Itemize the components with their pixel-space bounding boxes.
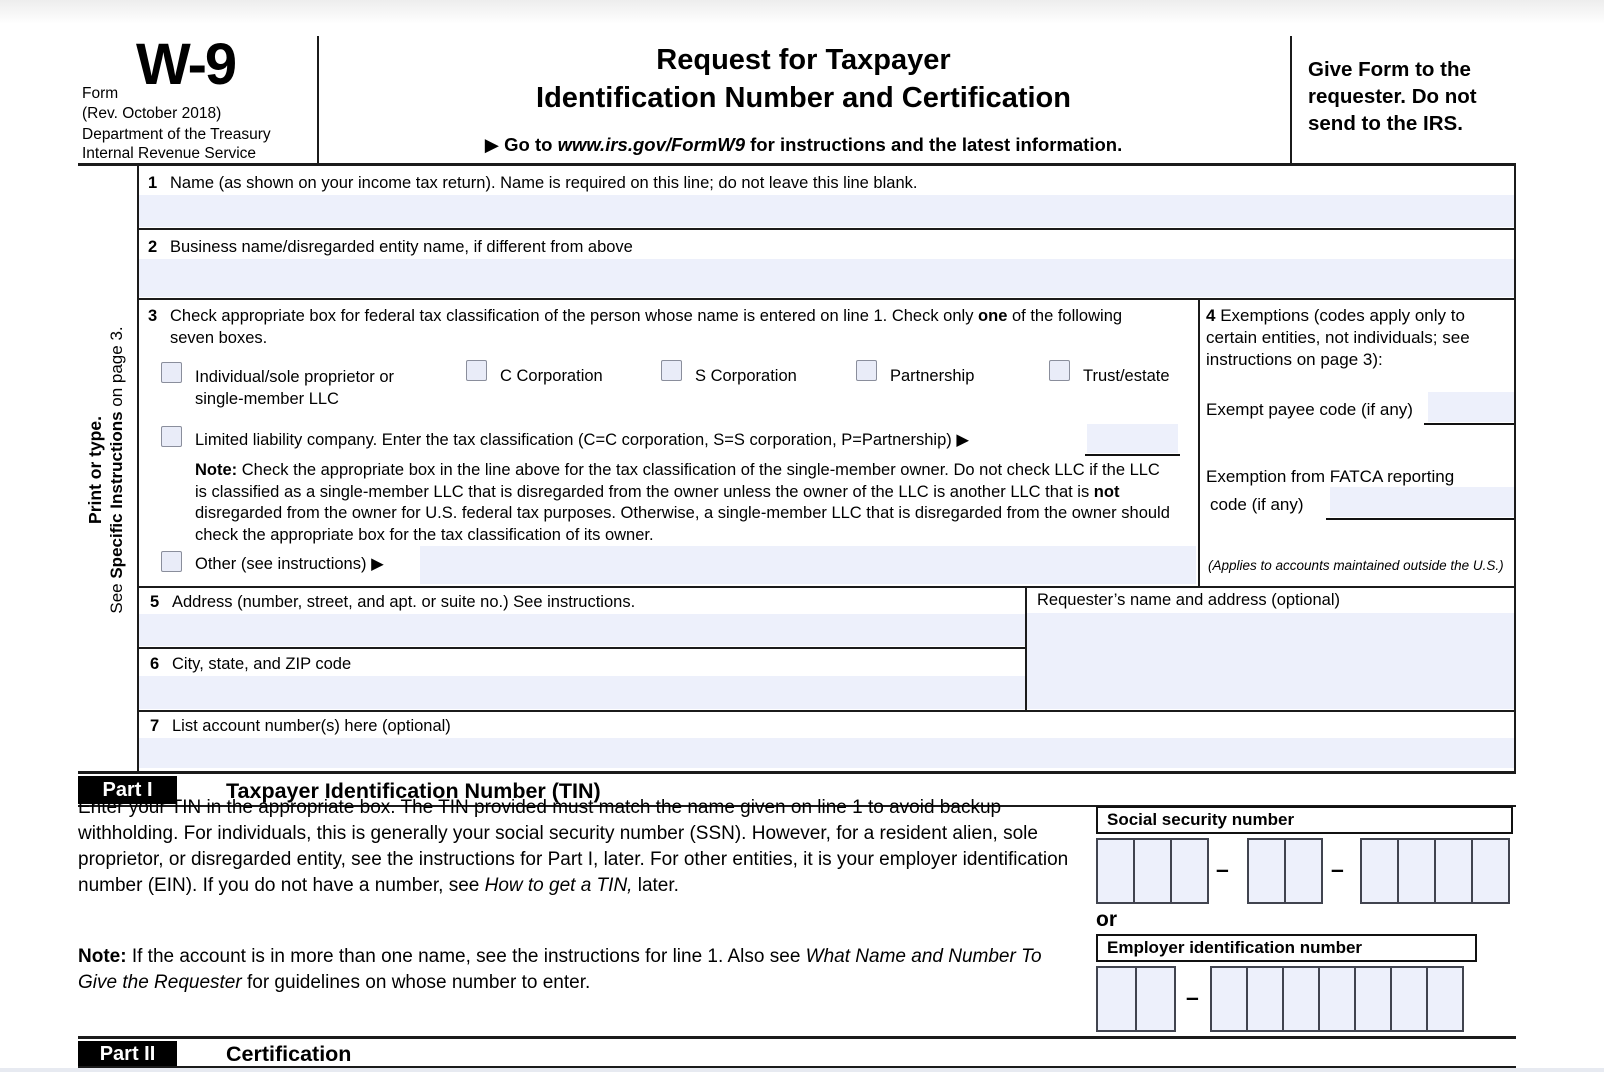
form-word: Form: [82, 85, 119, 102]
requester-name-address-input[interactable]: [1027, 613, 1514, 709]
line6-number: 6: [150, 655, 160, 673]
sidebar-print-or-type: [84, 295, 140, 645]
option-s-corporation-label: S Corporation: [695, 367, 797, 385]
line2-number: 2: [148, 238, 158, 256]
part2-title: Certification: [226, 1042, 352, 1066]
ein-cell[interactable]: [1390, 966, 1428, 1032]
form-title-line2: Identification Number and Certification: [536, 82, 1071, 114]
row-separator: [137, 710, 1516, 712]
ssn-cell[interactable]: [1397, 838, 1436, 904]
or-label: or: [1096, 908, 1117, 931]
ssn-cell[interactable]: [1247, 838, 1286, 904]
arrow-right-icon: ▶: [956, 431, 970, 449]
sidebar-line2: See Specific Instructions on page 3.: [107, 326, 126, 614]
department-line: Department of the Treasury: [82, 126, 271, 143]
ssn-cell[interactable]: [1471, 838, 1510, 904]
part2-bottom-rule: [78, 1066, 1516, 1068]
ein-label-box: Employer identification number: [1096, 934, 1477, 962]
option-c-corporation-label: C Corporation: [500, 367, 603, 385]
checkbox-trust-estate[interactable]: [1049, 360, 1070, 381]
ein-cell[interactable]: [1426, 966, 1464, 1032]
part2-top-rule: [78, 1036, 1516, 1039]
section4-divider: [1198, 298, 1200, 588]
ssn-cell[interactable]: [1434, 838, 1473, 904]
checkbox-s-corporation[interactable]: [661, 360, 682, 381]
ssn-group2: [1247, 838, 1323, 904]
row-separator: [137, 586, 1516, 588]
line1-number: 1: [148, 174, 158, 192]
requester-label: Requester’s name and address (optional): [1037, 591, 1340, 609]
arrow-right-icon: ▶: [371, 555, 384, 573]
address-input[interactable]: [139, 614, 1025, 646]
ein-cell[interactable]: [1282, 966, 1320, 1032]
checkbox-c-corporation[interactable]: [466, 360, 487, 381]
part1-title: Taxpayer Identification Number (TIN): [226, 779, 601, 803]
option-trust-estate-label: Trust/estate: [1083, 367, 1170, 385]
llc-label: Limited liability company. Enter the tax classification (C=C corporation, S=S corporation, P=Partnership) ▶: [195, 431, 970, 449]
exempt-payee-underline: [1424, 423, 1514, 425]
ssn-cell[interactable]: [1096, 838, 1135, 904]
line4-number: 4: [1206, 306, 1216, 325]
line1-label: Name (as shown on your income tax return). Name is required on this line; do not leave this line blank.: [170, 174, 918, 192]
line2-label: Business name/disregarded entity name, if different from above: [170, 238, 633, 256]
ssn-cell[interactable]: [1170, 838, 1209, 904]
exempt-payee-code-input[interactable]: [1428, 392, 1514, 422]
line6-label: City, state, and ZIP code: [172, 655, 352, 673]
goto-instructions: ▶ Go to www.irs.gov/FormW9 for instructions and the latest information.: [484, 134, 1123, 155]
llc-classification-underline: [1085, 454, 1180, 456]
give-form-note: Give Form to the requester. Do not send to the IRS.: [1308, 58, 1477, 135]
top-shadow: [0, 0, 1604, 24]
line4-label: 4 Exemptions (codes apply only to certain entities, not individuals; see instructions on page 3):: [1206, 306, 1470, 369]
part1-note: Note: If the account is in more than one name, see the instructions for line 1. Also see What Name and Number To Give the Requester for guidelines on whose number to enter.: [78, 946, 1042, 993]
ssn-group1: [1096, 838, 1209, 904]
ssn-dash: –: [1216, 856, 1229, 882]
ssn-group3: [1360, 838, 1510, 904]
part1-top-rule: [78, 771, 1516, 774]
checkbox-llc[interactable]: [161, 426, 182, 447]
header-rule: [78, 163, 1516, 166]
other-label: Other (see instructions) ▶: [195, 555, 384, 573]
business-name-input[interactable]: [139, 259, 1514, 297]
ein-cell[interactable]: [1096, 966, 1137, 1032]
line3-label: Check appropriate box for federal tax classification of the person whose name is entered on line 1. Check only one of the following seven boxes.: [170, 307, 1123, 347]
checkbox-individual[interactable]: [161, 362, 182, 383]
ein-cell[interactable]: [1354, 966, 1392, 1032]
ssn-cell[interactable]: [1133, 838, 1172, 904]
other-input[interactable]: [420, 546, 1196, 584]
part2-badge: Part II: [78, 1041, 177, 1067]
checkbox-partnership[interactable]: [856, 360, 877, 381]
ssn-cell[interactable]: [1284, 838, 1323, 904]
ein-cell[interactable]: [1246, 966, 1284, 1032]
row-separator: [137, 228, 1516, 230]
ssn-dash: –: [1331, 856, 1344, 882]
option-partnership-label: Partnership: [890, 367, 975, 385]
header-divider-right: [1290, 36, 1292, 163]
irs-line: Internal Revenue Service: [82, 145, 257, 162]
ein-cell[interactable]: [1135, 966, 1176, 1032]
account-numbers-input[interactable]: [139, 738, 1514, 768]
ssn-label-box: Social security number: [1096, 806, 1513, 834]
bottom-strip: [0, 1068, 1604, 1072]
exempt-payee-label: Exempt payee code (if any): [1206, 400, 1413, 419]
line3-number: 3: [148, 307, 158, 325]
form-url: www.irs.gov/FormW9: [557, 134, 745, 155]
form-title-line1: Request for Taxpayer: [656, 44, 951, 76]
form-revision: (Rev. October 2018): [82, 105, 222, 122]
option-individual-label: Individual/sole proprietor or single-member LLC: [195, 368, 395, 408]
ein-cell[interactable]: [1318, 966, 1356, 1032]
sidebar-line1: Print or type.: [85, 416, 105, 524]
line7-label: List account number(s) here (optional): [172, 717, 451, 735]
ein-dash: –: [1186, 984, 1199, 1010]
ein-group1: [1096, 966, 1176, 1032]
fatca-underline: [1326, 518, 1514, 520]
name-input[interactable]: [139, 195, 1514, 227]
fatca-label-line2: code (if any): [1210, 495, 1304, 514]
form-number: W-9: [136, 32, 236, 97]
llc-classification-input[interactable]: [1087, 424, 1178, 453]
ein-cell[interactable]: [1210, 966, 1248, 1032]
line5-label: Address (number, street, and apt. or suite no.) See instructions.: [172, 593, 636, 611]
part1-paragraph: Enter your TIN in the appropriate box. The TIN provided must match the name given on line 1 to avoid backup withholding. For individuals, this is generally your social security number (SSN). However, for a resident alien, sole proprietor, or disregarded entity, see the instructions for Part I, later. For other entities, it is your employer identification number (EIN). If you do not have a number, see How to get a TIN, later.: [78, 797, 1069, 896]
line7-number: 7: [150, 717, 160, 735]
applies-note: (Applies to accounts maintained outside the U.S.): [1208, 558, 1504, 573]
fatca-label-line1: Exemption from FATCA reporting: [1206, 467, 1455, 486]
arrow-right-icon: ▶: [484, 134, 499, 155]
line5-number: 5: [150, 593, 160, 611]
part1-badge: Part I: [78, 776, 177, 804]
row-separator: [137, 647, 1027, 649]
fatca-code-input[interactable]: [1330, 487, 1514, 517]
form-right-border: [1514, 164, 1516, 773]
ein-group2: [1210, 966, 1464, 1032]
row-separator: [137, 298, 1516, 300]
ssn-cell[interactable]: [1360, 838, 1399, 904]
checkbox-other[interactable]: [161, 551, 182, 572]
llc-note: Note: Check the appropriate box in the line above for the tax classification of the single-member owner. Do not check LLC if the LLC is classified as a single-member LLC that is disregarded from the owner unless the owner of the LLC is another LLC that is not disregarded from the owner for U.S. federal tax purposes. Otherwise, a single-member LLC that is disregarded from the owner should check the appropriate box for the tax classification of its owner.: [195, 461, 1170, 544]
city-state-zip-input[interactable]: [139, 676, 1025, 709]
